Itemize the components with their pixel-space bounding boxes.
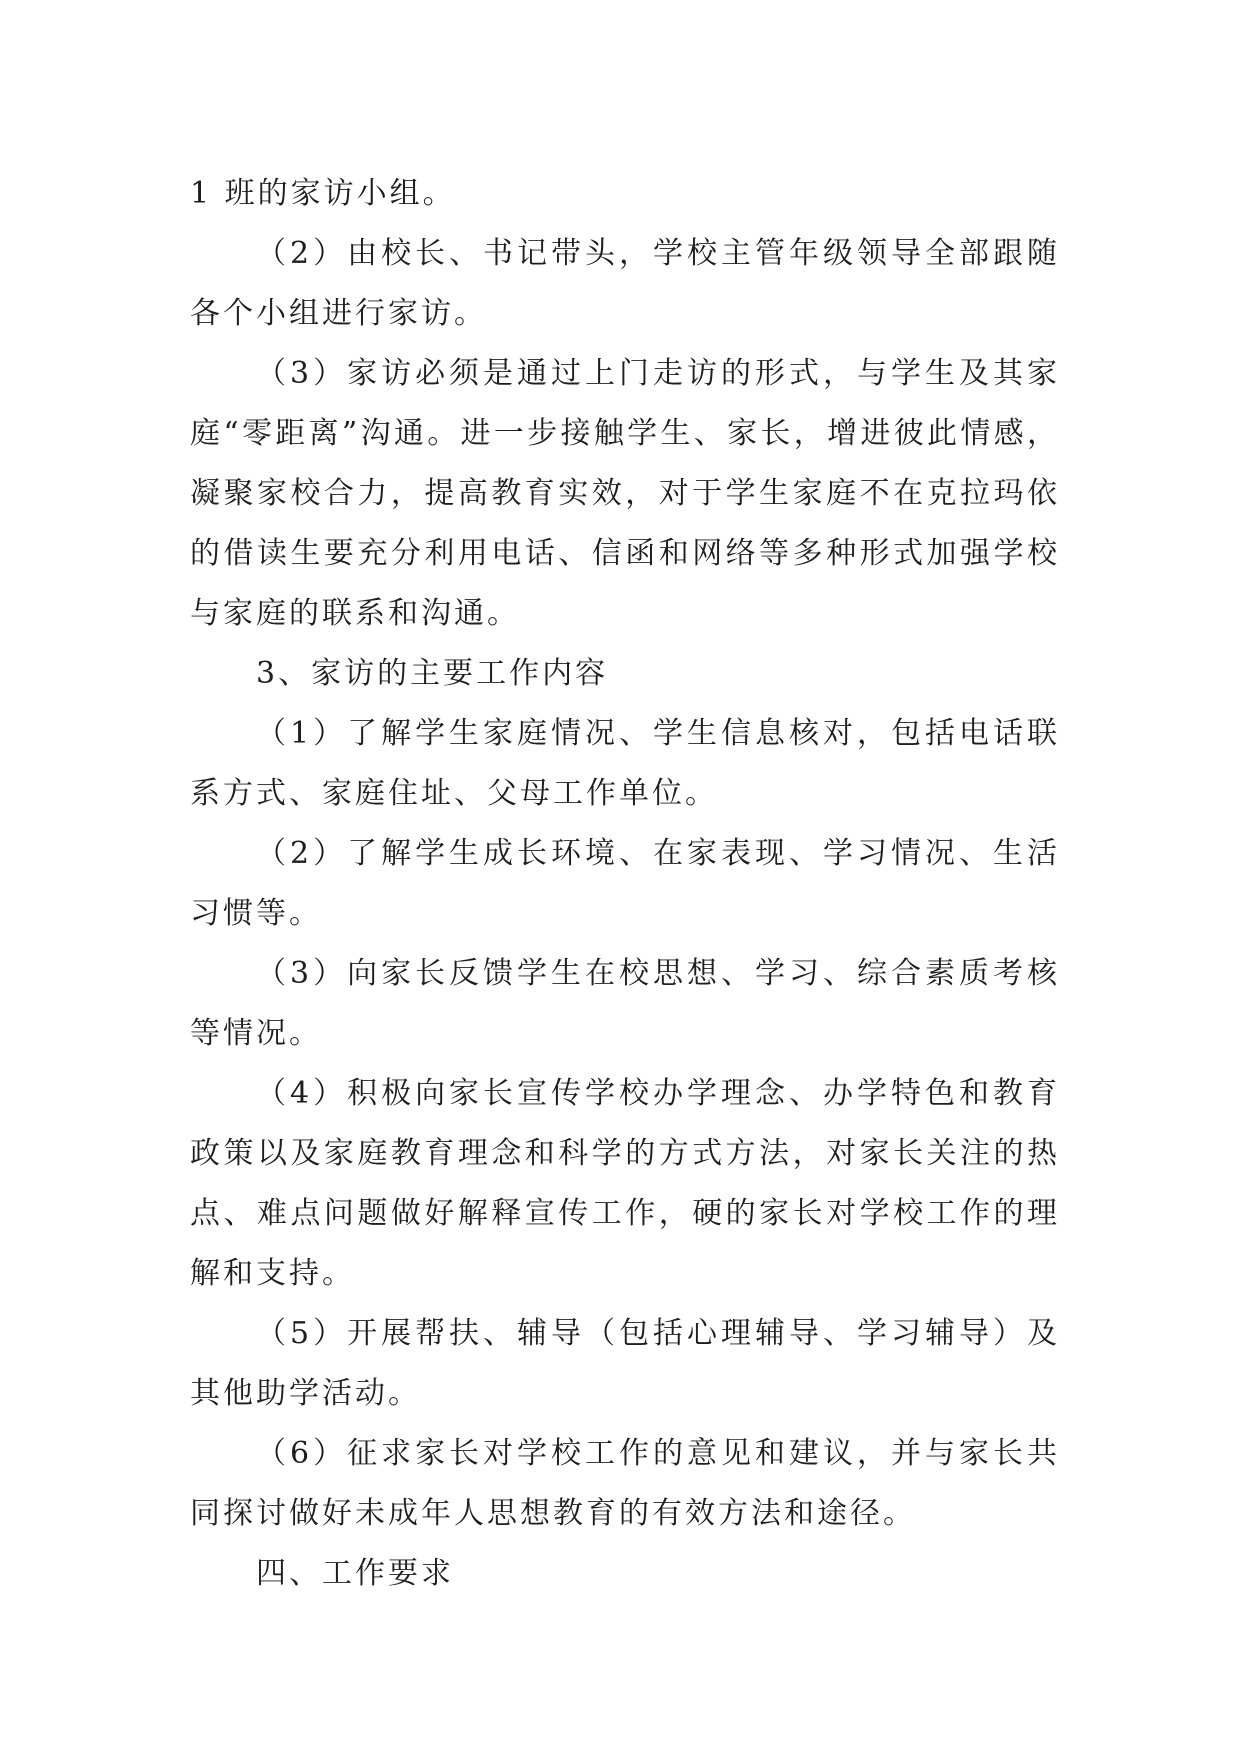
- section-heading-visit-content: 3、家访的主要工作内容: [256, 656, 609, 691]
- paragraph-item-3-home-visit-form: （3）家访必须是通过上门走访的形式，与学生及其家庭“零距离”沟通。进一步接触学生、家长，增进彼此情感，凝聚家校合力，提高教育实效，对于学生家庭不在克拉玛依的借读生要充分利用电话、信函和网络等多种形式加强学校与家庭的联系和沟通。: [190, 356, 1060, 631]
- paragraph-content-item-6: （6）征求家长对学校工作的意见和建议，并与家长共同探讨做好未成年人思想教育的有效方法和途径。: [190, 1436, 1060, 1531]
- paragraph-content-item-4: （4）积极向家长宣传学校办学理念、办学特色和教育政策以及家庭教育理念和科学的方式方法，对家长关注的热点、难点问题做好解释宣传工作，硬的家长对学校工作的理解和支持。: [190, 1076, 1060, 1291]
- paragraph-content-item-1: （1）了解学生家庭情况、学生信息核对，包括电话联系方式、家庭住址、父母工作单位。: [190, 716, 1060, 811]
- paragraph-continuation: 1 班的家访小组。: [190, 176, 456, 211]
- document-body: [190, 164, 1060, 1604]
- paragraph-item-2-leadership: （2）由校长、书记带头，学校主管年级领导全部跟随各个小组进行家访。: [190, 236, 1060, 331]
- paragraph-content-item-3: （3）向家长反馈学生在校思想、学习、综合素质考核等情况。: [190, 956, 1060, 1051]
- paragraph-content-item-5: （5）开展帮扶、辅导（包括心理辅导、学习辅导）及其他助学活动。: [190, 1316, 1060, 1411]
- section-heading-work-requirements: 四、工作要求: [256, 1556, 454, 1591]
- paragraph-content-item-2: （2）了解学生成长环境、在家表现、学习情况、生活习惯等。: [190, 836, 1060, 931]
